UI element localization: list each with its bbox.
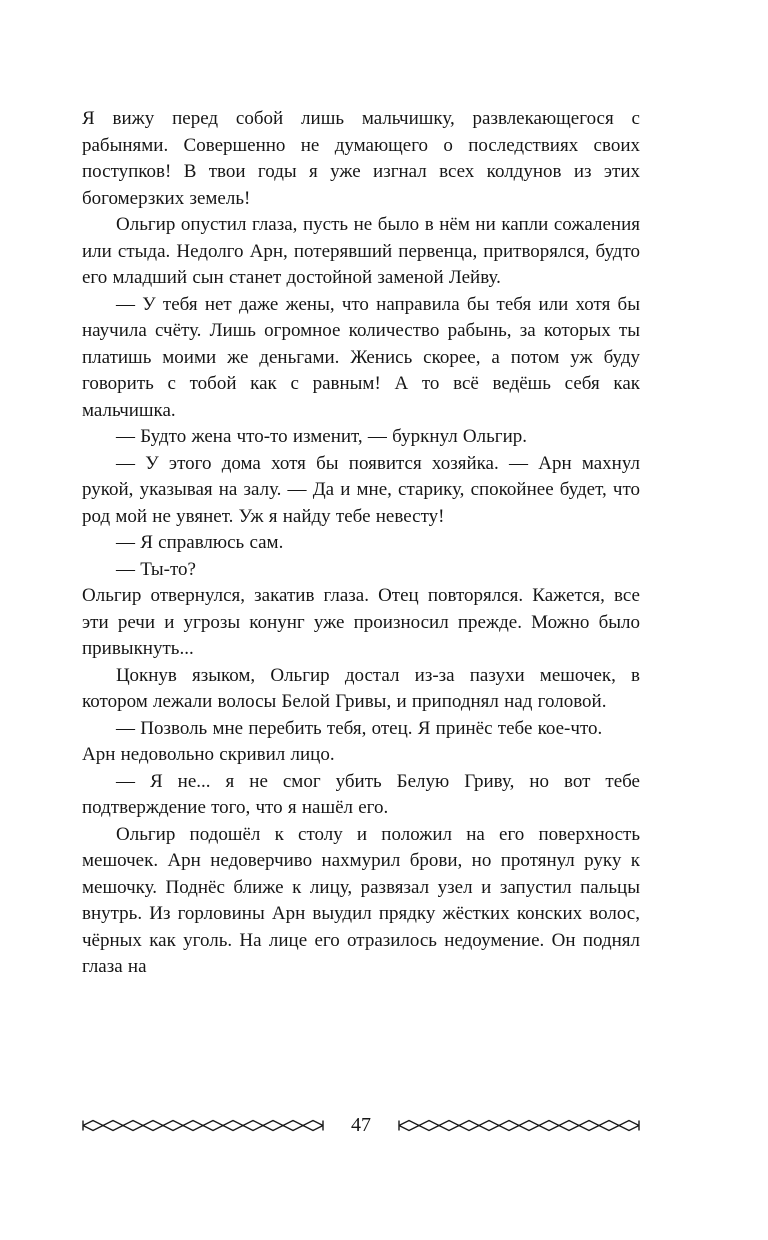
- paragraph: Я вижу перед собой лишь мальчишку, развлекающегося с рабынями. Совершенно не думающего о последствиях своих поступков! В твои годы я уже изгнал всех колдунов из этих богомерзких земель!: [82, 108, 640, 209]
- footer-ornament-right-icon: [398, 1119, 640, 1132]
- paragraph: — Я справлюсь сам.: [116, 532, 284, 553]
- paragraph: — У этого дома хотя бы появится хозяйка. — Арн махнул рукой, указывая на залу. — Да и мне, старику, спокойнее будет, что род мой не увянет. Уж я найду тебе невесту!: [82, 452, 640, 527]
- text-block: [82, 106, 640, 981]
- paragraph: Арн недовольно скривил лицо.: [82, 744, 335, 765]
- paragraph: — Я не... я не смог убить Белую Гриву, но вот тебе подтверждение того, что я нашёл его.: [82, 770, 640, 818]
- page-number: 47: [351, 1114, 371, 1136]
- paragraph: — Ты-то?: [116, 558, 196, 580]
- paragraph: Ольгир подошёл к столу и положил на его поверхность мешочек. Арн недоверчиво нахмурил брови, но протянул руку к мешочку. Поднёс ближе к лицу, развязал узел и запустил пальцы внутрь. Из горловины Арн выудил прядку жёстких конских волос, чёрных как уголь. На лице его отразилось недоумение. Он поднял глаза на: [82, 823, 640, 977]
- paragraph: Ольгир опустил глаза, пусть не было в нём ни капли сожаления или стыда. Недолго Арн, потерявший первенца, притворялся, будто его младший сын станет достойной заменой Лейву.: [82, 214, 640, 288]
- page-footer: [82, 1112, 640, 1138]
- paragraph: — У тебя нет даже жены, что направила бы тебя или хотя бы научила счёту. Лишь огромное количество рабынь, за которых ты платишь моими же деньгами. Женись скорее, а потом уж буду говорить с тобой как с равным! А то всё ведёшь себя как мальчишка.: [82, 293, 640, 421]
- footer-ornament-left-icon: [82, 1119, 324, 1132]
- paragraph: — Позволь мне перебить тебя, отец. Я принёс тебе кое-что.: [116, 717, 603, 739]
- paragraph: Цокнув языком, Ольгир достал из-за пазухи мешочек, в котором лежали волосы Белой Гривы, и приподнял над головой.: [82, 664, 640, 712]
- paragraph: — Будто жена что-то изменит, — буркнул Ольгир.: [116, 426, 527, 447]
- paragraph: Ольгир отвернулся, закатив глаза. Отец повторялся. Кажется, все эти речи и угрозы конунг уже произносил прежде. Можно было привыкнуть...: [82, 585, 640, 659]
